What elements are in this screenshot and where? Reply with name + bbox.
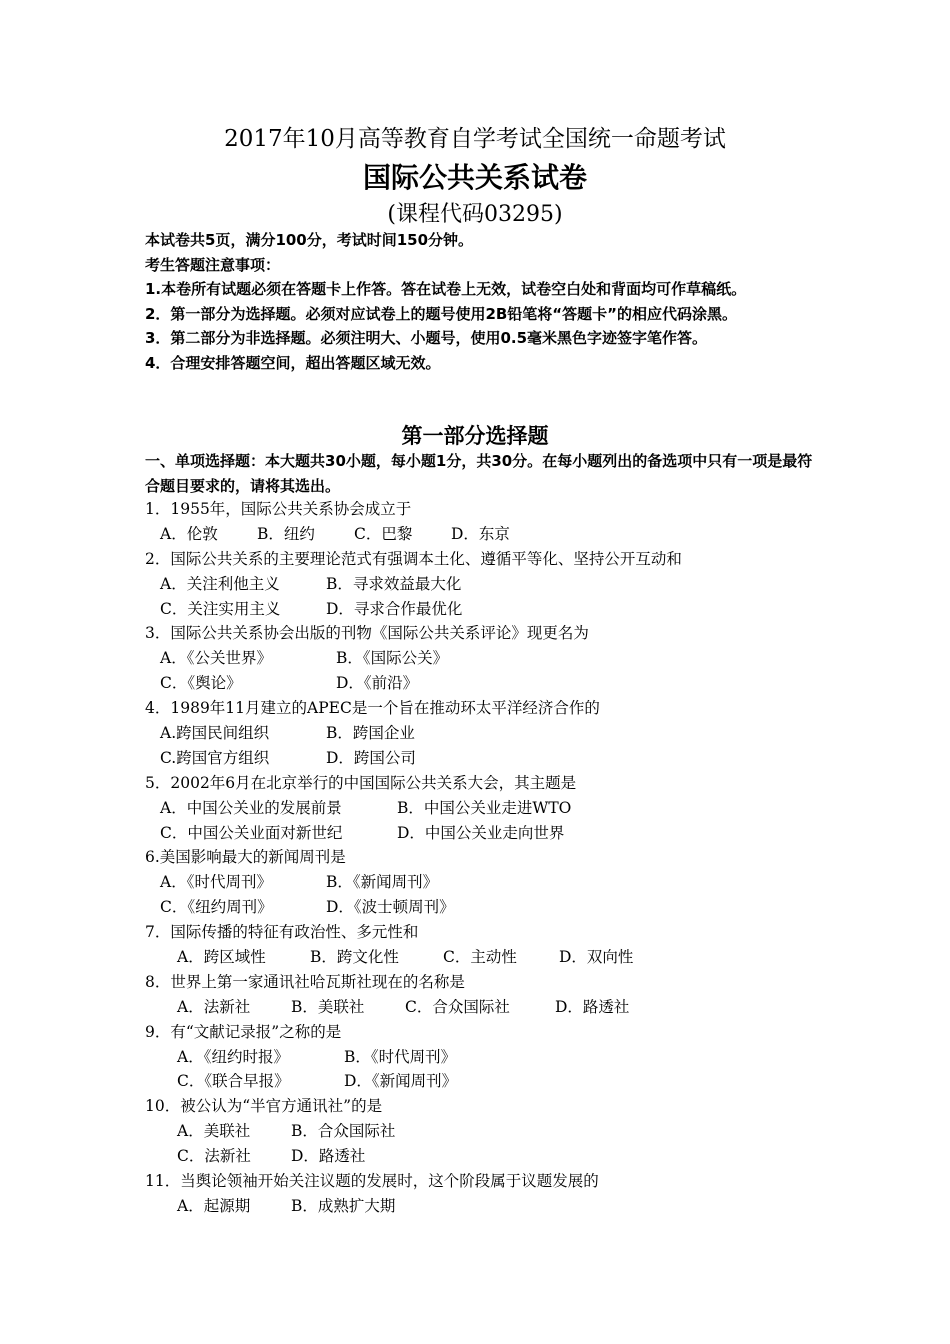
- option: D．东京: [451, 524, 510, 543]
- question-stem: 8．世界上第一家通讯社哈瓦斯社现在的名称是: [145, 972, 465, 991]
- option: D．中国公关业走向世界: [397, 823, 565, 842]
- option: B．跨文化性: [310, 948, 399, 967]
- option: A．关注利他主义: [160, 574, 280, 593]
- question-stem: 3．国际公共关系协会出版的刊物《国际公共关系评论》现更名为: [145, 624, 589, 643]
- question-stem: 7．国际传播的特征有政治性、多元性和: [145, 923, 419, 942]
- course-code: (课程代码03295): [387, 202, 563, 227]
- option: C．关注实用主义: [160, 599, 281, 618]
- option-row: [145, 597, 825, 622]
- option-row: [145, 1194, 825, 1219]
- option: C．法新社: [177, 1147, 251, 1166]
- notice-item: 1.本卷所有试题必须在答题卡上作答。答在试卷上无效，试卷空白处和背面均可作草稿纸。: [145, 280, 747, 299]
- option: B．《时代周刊》: [344, 1047, 457, 1066]
- option-row: [145, 995, 825, 1020]
- option: B．寻求效益最大化: [326, 574, 462, 593]
- question-stem: 2．国际公共关系的主要理论范式有强调本土化、遵循平等化、坚持公开互动和: [145, 549, 682, 568]
- question-stem: 11．当舆论领袖开始关注议题的发展时，这个阶段属于议题发展的: [145, 1172, 599, 1191]
- notice-item: 4．合理安排答题空间，超出答题区域无效。: [145, 353, 441, 372]
- option-row: [145, 1069, 825, 1094]
- option: C．《联合早报》: [177, 1072, 290, 1091]
- notice-heading: 考生答题注意事项：: [145, 255, 281, 274]
- option-row: [145, 870, 825, 895]
- option: A．起源期: [177, 1196, 251, 1215]
- option: D．《新闻周刊》: [344, 1072, 458, 1091]
- option: D．寻求合作最优化: [326, 599, 463, 618]
- option: B．《国际公关》: [336, 649, 449, 668]
- notice-item: 2．第一部分为选择题。必须对应试卷上的题号使用2B铅笔将“答题卡”的相应代码涂黑。: [145, 304, 738, 323]
- option: C．《纽约周刊》: [160, 898, 273, 917]
- option: A．跨区域性: [177, 948, 266, 967]
- option: A．《纽约时报》: [177, 1047, 289, 1066]
- option-row: [145, 1119, 825, 1144]
- option-row: [145, 721, 825, 746]
- option-row: [145, 796, 825, 821]
- question-stem: 6.美国影响最大的新闻周刊是: [145, 848, 346, 867]
- part1-title: 第一部分选择题: [401, 424, 549, 448]
- option-row: [145, 646, 825, 671]
- option: D．路透社: [291, 1147, 366, 1166]
- option: A．伦敦: [160, 524, 218, 543]
- paper-title: 国际公共关系试卷: [362, 161, 587, 194]
- option: B．合众国际社: [291, 1122, 396, 1141]
- option: B．跨国企业: [326, 724, 415, 743]
- option: C．中国公关业面对新世纪: [160, 823, 343, 842]
- option: A.跨国民间组织: [160, 724, 270, 743]
- option: D．路透社: [555, 997, 630, 1016]
- option-row: [145, 671, 825, 696]
- option-row: [145, 572, 825, 597]
- option: B．美联社: [291, 997, 365, 1016]
- notice-item: 3．第二部分为非选择题。必须注明大、小题号，使用0.5毫米黑色字迹签字笔作答。: [145, 329, 708, 348]
- option: D．跨国公司: [326, 748, 416, 767]
- question-stem: 10．被公认为“半官方通讯社”的是: [145, 1097, 383, 1116]
- option: A．《时代周刊》: [160, 873, 272, 892]
- option: C．合众国际社: [405, 997, 510, 1016]
- question-list: [145, 497, 825, 1219]
- option: D．双向性: [559, 948, 634, 967]
- exam-title: 2017年10月高等教育自学考试全国统一命题考试: [224, 126, 726, 152]
- option: C.跨国官方组织: [160, 748, 270, 767]
- option: C．主动性: [443, 948, 517, 967]
- option: A．法新社: [177, 997, 251, 1016]
- option-row: [145, 746, 825, 771]
- option: B．中国公关业走进WTO: [397, 798, 572, 817]
- option: A．美联社: [177, 1122, 251, 1141]
- exam-notice: [145, 228, 815, 376]
- option: D．《波士顿周刊》: [326, 898, 455, 917]
- question-stem: 1．1955年，国际公共关系协会成立于: [145, 500, 412, 518]
- option-row: [145, 895, 825, 920]
- option: D．《前沿》: [336, 674, 419, 693]
- option: B．《新闻周刊》: [326, 873, 439, 892]
- option-row: [145, 1045, 825, 1070]
- option: B．纽约: [257, 524, 315, 543]
- option: A．中国公关业的发展前景: [160, 798, 342, 817]
- option: B．成熟扩大期: [291, 1196, 396, 1215]
- option: A．《公关世界》: [160, 649, 272, 668]
- option-row: [145, 821, 825, 846]
- question-stem: 5．2002年6月在北京举行的中国国际公共关系大会，其主题是: [145, 773, 577, 792]
- notice-summary: 本试卷共5页，满分100分，考试时间150分钟。: [145, 231, 474, 249]
- option-row: [145, 1144, 825, 1169]
- option-row: [145, 945, 825, 970]
- option-row: [145, 522, 825, 547]
- option: C．巴黎: [354, 524, 413, 543]
- question-stem: 9．有“文献记录报”之称的是: [145, 1022, 342, 1041]
- question-stem: 4．1989年11月建立的APEC是一个旨在推动环太平洋经济合作的: [145, 699, 600, 718]
- option: C．《舆论》: [160, 674, 242, 693]
- part1-instructions: 一、单项选择题：本大题共30小题，每小题1分，共30分。在每小题列出的备选项中只有一项是最符合题目要求的，请将其选出。: [145, 452, 813, 495]
